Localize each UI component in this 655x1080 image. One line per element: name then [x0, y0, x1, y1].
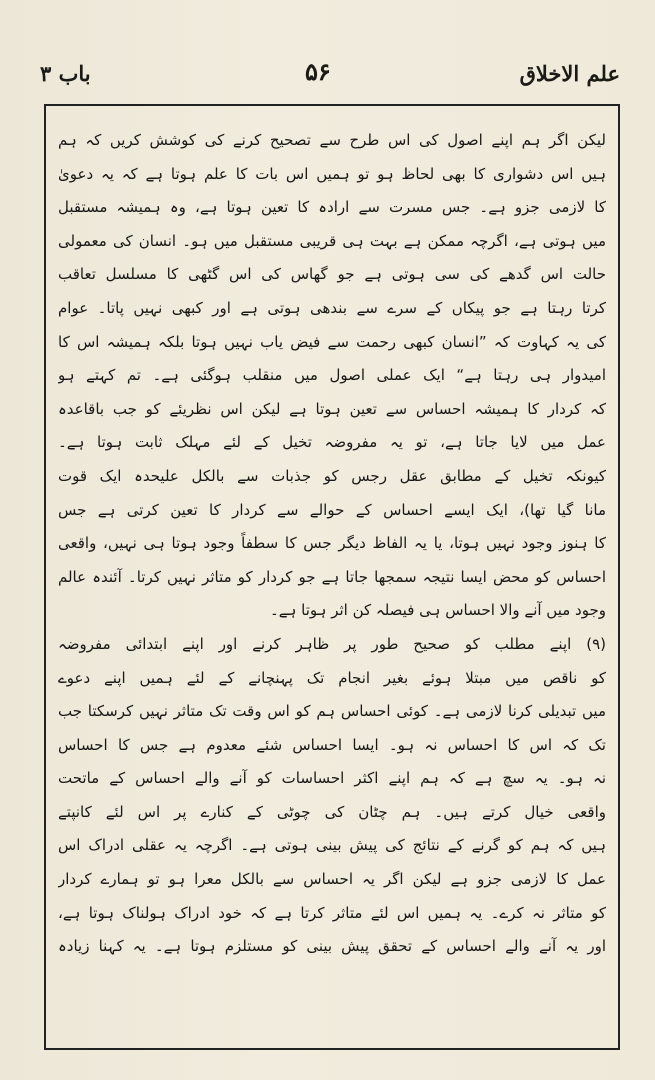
text-line: حالت اس گدھے کی سی ہوتی ہے جو گھاس کی اس گٹھی کا مسلسل تعاقب [58, 265, 606, 284]
text-line: اور یہ آنے والے احساس کے تحقق پیش بینی کو مستلزم ہوتا ہے۔ یہ کہنا زیادہ [58, 937, 606, 956]
text-line: کو ناقص میں مبتلا ہوئے بغیر انجام تک پہنچانے کے لئے ہمیں اپنے دعوے [58, 668, 606, 687]
text-line: عمل میں لایا جاتا ہے، تو یہ مفروضہ تخیل کے لئے مہلک ثابت ہوتا ہے۔ [58, 433, 606, 452]
text-line: میں ہوتی ہے، اگرچہ ممکن ہے بہت ہی قریبی مستقبل میں ہو۔ انسان کی معمولی [58, 231, 606, 250]
text-line: کہ کردار کا ہمیشہ احساس سے تعین ہوتا ہے لیکن اس نظریئے کو جب باقاعدہ [58, 399, 606, 418]
book-title: علم الاخلاق [519, 61, 620, 86]
text-line: کا ہنوز وجود نہیں ہوتا، یا یہ الفاظ دیگر جس کا سطفاً وجود ہوتا ہی نہیں، واقعی [58, 534, 606, 553]
body-text [58, 124, 606, 1044]
text-line: لیکن اگر ہم اپنے اصول کی اس طرح سے تصحیح کرنے کی کوشش کریں کہ ہم [58, 131, 606, 149]
text-line: کو متاثر نہ کرے۔ یہ ہمیں اس لئے متاثر کرتا ہے کہ خود ادراک ہولناک ہوتا ہے، [58, 903, 606, 922]
text-line: احساس کو محض ایسا نتیجہ سمجھا جاتا ہے جو کردار کو متاثر نہیں کرتا۔ آئندہ عالم [58, 567, 606, 586]
text-line: کرتا رہتا ہے جو پیکاں کے سرے سے بندھی ہوتی ہے اور کبھی نہیں پاتا۔ عوام [58, 298, 606, 317]
text-line: کیونکہ تخیل کے مطابق عقل رجس کو جذبات سے بالکل علیحدہ ایک قوت [58, 466, 606, 485]
text-line: نہ ہو۔ یہ سچ ہے کہ ہم اپنے اکثر احساسات کو آنے والے احساس کے ماتحت [58, 769, 606, 788]
text-line: کی یہ کہاوت کہ ”انسان کبھی رحمت سے فیض یاب نہیں ہوتا بلکہ ہمیشہ اس کا [58, 332, 606, 351]
text-line: کا لازمی جزو ہے۔ جس مسرت سے ارادہ کا تعین ہوتا ہے، وہ ہمیشہ مستقبل [58, 198, 606, 217]
text-line: تک کہ اس کا احساس نہ ہو۔ ایسا احساس شئے معدوم ہے جس کا احساس [58, 735, 606, 754]
page-header [40, 55, 620, 95]
text-line: میں تبدیلی کرنا لازمی ہے۔ کوئی احساس ہم کو اس وقت تک متاثر نہیں کرسکتا جب [58, 702, 606, 721]
text-line: امیدوار ہی رہتا ہے“ ایک عملی اصول میں منقلب ہوگئی ہے۔ تم کہتے ہو [58, 366, 606, 385]
text-line: (۹) اپنے مطلب کو صحیح طور پر ظاہر کرنے اور اپنے ابتدائی مفروضہ [58, 634, 606, 653]
chapter-label: باب ۳ [40, 61, 91, 86]
text-line: ہیں اس دشواری کا بھی لحاظ ہو تو ہمیں اس بات کا علم ہوتا ہے کہ یہ دعویٰ [58, 164, 606, 183]
text-line: مانا گیا تھا)، ایک ایسے احساس کے حوالے سے کردار کا تعین کرتی ہے جس [58, 500, 606, 519]
text-line: ہیں کہ ہم کو گرنے کے نتائج کی پیش بینی ہوتی ہے۔ اگرچہ یہ عقلی ادراک اس [58, 836, 606, 855]
page-number: ۵۶ [305, 57, 331, 86]
text-line: وجود میں آنے والا احساس ہی فیصلہ کن اثر ہوتا ہے۔ [270, 601, 606, 620]
text-line: واقعی خیال کرتے ہیں۔ ہم چٹان کی چوٹی کے کنارے پر اس لئے کانپتے [58, 802, 606, 821]
text-line: عمل کا لازمی جزو ہے لیکن اگر یہ احساس سے بالکل معرا ہو تو ہمارے کردار [58, 870, 606, 889]
